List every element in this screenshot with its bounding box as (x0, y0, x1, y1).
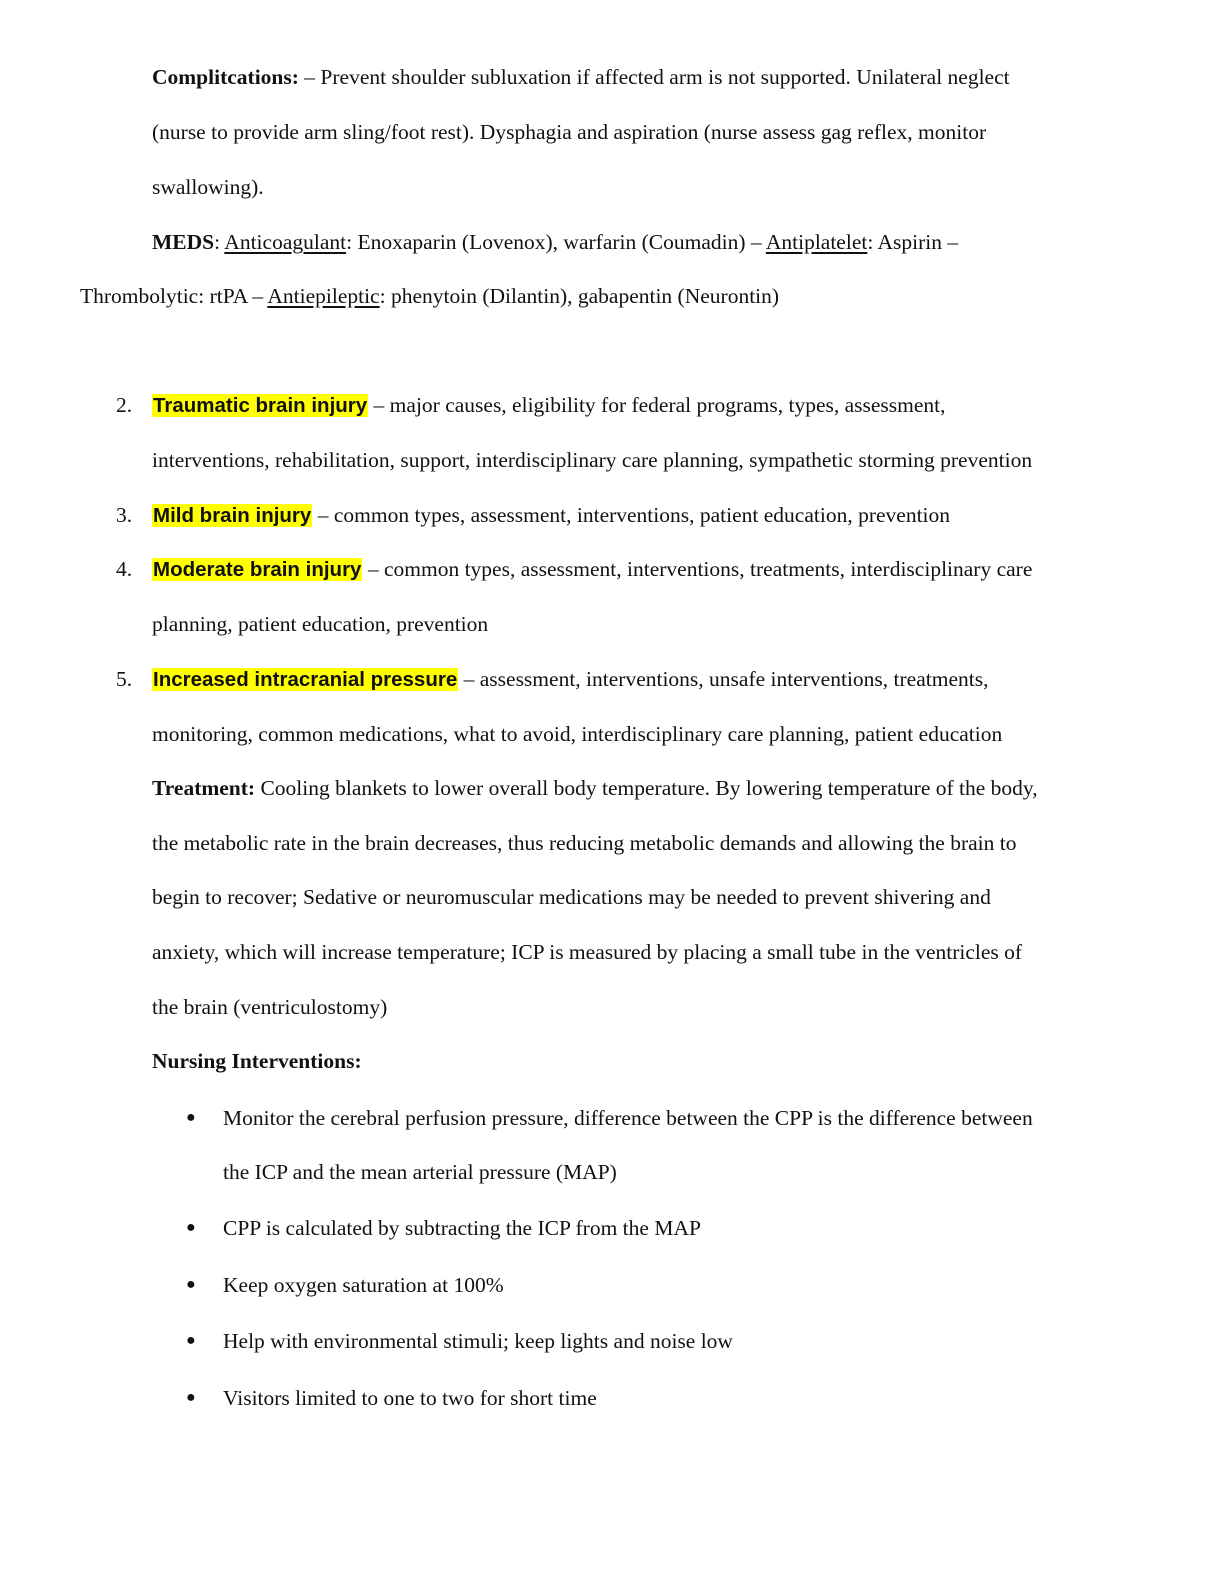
antiepileptic-text: : phenytoin (Dilantin), gabapentin (Neurontin) (379, 284, 780, 308)
list-item-continuation: interventions, rehabilitation, support, interdisciplinary care planning, sympathetic storming prevention (152, 448, 1033, 472)
bullet-item: CPP is calculated by subtracting the ICP from the MAP (223, 1216, 701, 1240)
list-number: 3. (116, 503, 133, 527)
bullet-icon: ● (186, 1389, 196, 1406)
treatment-line-3: begin to recover; Sedative or neuromuscular medications may be needed to prevent shivering and (152, 885, 991, 909)
bullet-item: Monitor the cerebral perfusion pressure, difference between the CPP is the difference between (223, 1106, 1033, 1130)
bullet-icon: ● (186, 1219, 196, 1236)
treatment-text: Cooling blankets to lower overall body temperature. By lowering temperature of the body, (255, 776, 1038, 800)
complications-label: Complitcations: (152, 65, 299, 89)
bullet-icon: ● (186, 1332, 196, 1349)
nursing-interventions-heading: Nursing Interventions: (152, 1049, 362, 1073)
bullet-item-continuation: the ICP and the mean arterial pressure (MAP) (223, 1160, 617, 1184)
highlighted-title: Moderate brain injury (153, 558, 362, 581)
list-number: 4. (116, 557, 133, 581)
complications-line-1 (152, 62, 1010, 92)
treatment-label: Treatment: (152, 776, 256, 800)
highlighted-title: Increased intracranial pressure (153, 668, 458, 691)
list-item-continuation: monitoring, common medications, what to avoid, interdisciplinary care planning, patient education (152, 722, 1003, 746)
highlighted-title: Mild brain injury (153, 504, 312, 527)
meds-label: MEDS (152, 230, 215, 254)
antiplatelet-text: : Aspirin – (867, 230, 959, 254)
antiepileptic-label: Antiepileptic (267, 284, 380, 308)
list-item-text: – major causes, eligibility for federal programs, types, assessment, (368, 393, 946, 417)
bullet-item: Visitors limited to one to two for short time (223, 1386, 597, 1410)
list-item-continuation: planning, patient education, prevention (152, 612, 489, 636)
list-item-mild-brain-injury (152, 500, 950, 531)
treatment-line-5: the brain (ventriculostomy) (152, 995, 388, 1019)
list-number: 2. (116, 393, 133, 417)
meds-line-1 (152, 227, 958, 257)
meds-colon: : (214, 230, 225, 254)
antiplatelet-label: Antiplatelet (765, 230, 868, 254)
complications-line-2: (nurse to provide arm sling/foot rest). Dysphagia and aspiration (nurse assess gag reflex, monitor (152, 120, 987, 144)
treatment-line-2: the metabolic rate in the brain decreases, thus reducing metabolic demands and allowing the brain to (152, 831, 1017, 855)
anticoagulant-label: Anticoagulant (224, 230, 347, 254)
treatment-line-4: anxiety, which will increase temperature; ICP is measured by placing a small tube in the ventricles of (152, 940, 1023, 964)
list-item-traumatic-brain-injury (152, 390, 946, 421)
meds-line-2 (80, 281, 779, 311)
bullet-icon: ● (186, 1276, 196, 1293)
list-number: 5. (116, 667, 133, 691)
bullet-item: Help with environmental stimuli; keep lights and noise low (223, 1329, 733, 1353)
treatment-line-1 (152, 773, 1038, 803)
bullet-icon: ● (186, 1109, 196, 1126)
anticoagulant-text: : Enoxaparin (Lovenox), warfarin (Coumadin) – (346, 230, 766, 254)
complications-line-3: swallowing). (152, 175, 264, 199)
complications-text-1: – Prevent shoulder subluxation if affected arm is not supported. Unilateral neglect (298, 65, 1010, 89)
bullet-item: Keep oxygen saturation at 100% (223, 1273, 504, 1297)
list-item-moderate-brain-injury (152, 554, 1032, 585)
thrombolytic-text: Thrombolytic: rtPA – (80, 284, 268, 308)
list-item-text: – common types, assessment, interventions, patient education, prevention (312, 503, 951, 527)
highlighted-title: Traumatic brain injury (153, 394, 368, 417)
list-item-text: – common types, assessment, interventions, treatments, interdisciplinary care (362, 557, 1033, 581)
list-item-text: – assessment, interventions, unsafe interventions, treatments, (458, 667, 989, 691)
list-item-increased-intracranial-pressure (152, 664, 988, 695)
